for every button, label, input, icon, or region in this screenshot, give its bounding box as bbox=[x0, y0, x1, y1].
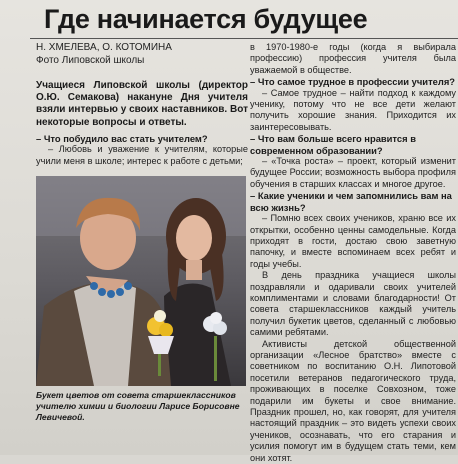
answer-2: – Самое трудное – найти подход к каждому ученику, потому что не все дети желают получить хорошие знания. Приходится их заинтересовывать. bbox=[250, 87, 456, 132]
question-4: – Какие ученики и чем запомнились вам на всю жизнь? bbox=[250, 190, 452, 213]
paragraph-activists: Активисты детской общественной организации «Лесное братство» вместе с советником по воспитанию О.Н. Липотовой посетили ветеранов педагогического труда, проживающих в поселке Совхозном, тоже подарили им букеты и свое внимание. Праздник прошел, но, как говорят, для учителя настоящий праздник – это видеть успехи своих учеников, осознавать, что его старания и усилия помогут им в будущем стать теми, кем они хотят. bbox=[250, 338, 456, 463]
article-photo bbox=[36, 176, 246, 386]
title-rule bbox=[30, 38, 458, 39]
paragraph-holiday: В день праздника учащиеся школы поздравляли и одаривали своих учителей комплиментами и словами благодарности! От совета старшеклассников каждый учитель получил букетик цветов, сделанный с любовью самими ребятами. bbox=[250, 270, 456, 338]
left-column bbox=[36, 80, 248, 167]
answer-1-continued: в 1970-1980-е годы (когда я выбирала профессию) профессия учителя была уважаемой в обществе. bbox=[250, 42, 456, 75]
photo-caption: Букет цветов от совета старшеклассников учителю химии и биологии Ларисе Борисовне Левичевой. bbox=[36, 390, 240, 422]
article-title: Где начинается будущее bbox=[44, 4, 368, 34]
question-1: – Что побудило вас стать учителем? bbox=[36, 132, 208, 144]
answer-1: – Любовь и уважение к учителям, которые учили меня в школе; интерес к работе с детьми; bbox=[36, 144, 248, 166]
answer-3: – «Точка роста» – проект, который изменит будущее России; возможность выбора профиля обучения в старших классах и многое другое. bbox=[250, 156, 456, 189]
teacher-and-student-photo bbox=[36, 176, 246, 386]
question-3: – Что вам больше всего нравится в современном образовании? bbox=[250, 133, 416, 156]
right-column bbox=[250, 42, 456, 464]
article-lead: Учащиеся Липовской школы (директор О.Ю. Семакова) накануне Дня учителя взяли интервью у своих наставников. Вот некоторые вопросы и ответы. bbox=[36, 80, 248, 128]
photo-credit: Фото Липовской школы bbox=[36, 55, 145, 66]
answer-4: – Помню всех своих учеников, храню все их открытки, особенно ценны самодельные. Когда приходят в гости, достаю свою заветную папочку, и вместе вспоминаем всех ребят и годы учебы. bbox=[250, 213, 456, 269]
question-2: – Что самое трудное в профессии учителя? bbox=[250, 76, 456, 88]
article-authors: Н. ХМЕЛЕВА, О. КОТОМИНА bbox=[36, 42, 172, 53]
